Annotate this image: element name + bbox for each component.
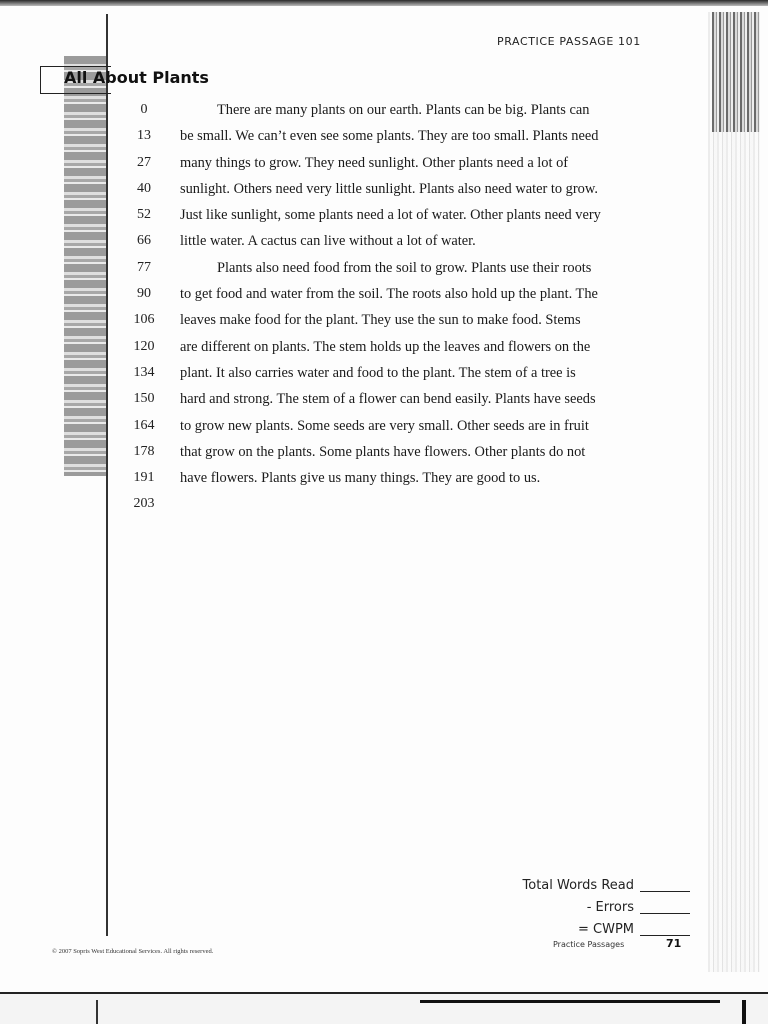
passage-text <box>180 102 680 523</box>
passage-line: sunlight. Others need very little sunlight. Plants also need water to grow. <box>180 180 598 197</box>
passage-line: to grow new plants. Some seeds are very small. Other seeds are in fruit <box>180 417 589 434</box>
word-count: 150 <box>133 391 155 407</box>
word-count: 13 <box>137 128 151 144</box>
passage-line: Plants also need food from the soil to grow. Plants use their roots <box>217 259 592 276</box>
passage-line: be small. We can’t even see some plants. They are too small. Plants need <box>180 128 599 145</box>
passage-line: leaves make food for the plant. They use the sun to make food. Stems <box>180 312 581 329</box>
page-number: 71 <box>666 937 682 950</box>
scan-right-edge <box>708 12 760 972</box>
passage-line: many things to grow. They need sunlight. Other plants need a lot of <box>180 154 569 171</box>
word-count: 134 <box>133 364 155 380</box>
total-words-label: Total Words Read <box>522 877 634 893</box>
total-words-blank <box>640 879 690 892</box>
passage-line: that grow on the plants. Some plants have flowers. Other plants do not <box>180 443 586 460</box>
word-count: 66 <box>137 233 151 249</box>
word-count: 191 <box>133 470 155 486</box>
scoring-block <box>470 874 690 940</box>
passage-line <box>180 496 680 522</box>
errors-blank <box>640 901 690 914</box>
errors-row <box>470 896 690 918</box>
passage-line: have flowers. Plants give us many things. They are good to us. <box>180 470 541 487</box>
word-count: 90 <box>137 286 151 302</box>
word-count-column <box>118 102 170 523</box>
scan-bottom-tick-right <box>742 1000 746 1024</box>
passage-line: to get food and water from the soil. The roots also hold up the plant. The <box>180 286 598 303</box>
word-count: 178 <box>133 443 155 459</box>
scan-top-edge <box>0 0 768 6</box>
word-count: 120 <box>133 338 155 354</box>
word-count: 77 <box>137 259 151 275</box>
cwpm-row <box>470 918 690 940</box>
copyright-notice: © 2007 Sopris West Educational Services. All rights reserved. <box>52 948 214 955</box>
page-title: All About Plants <box>64 68 209 87</box>
errors-label: - Errors <box>586 899 634 915</box>
total-words-row <box>470 874 690 896</box>
cwpm-label: = CWPM <box>577 921 634 937</box>
scan-right-edge-dark <box>712 12 760 132</box>
scan-bottom-edge <box>0 992 768 1024</box>
scan-binding-tabs <box>64 56 108 476</box>
passage-line: little water. A cactus can live without a lot of water. <box>180 233 476 250</box>
word-count: 203 <box>133 496 155 512</box>
word-count: 27 <box>137 154 151 170</box>
margin-rule <box>106 14 108 936</box>
scan-bottom-tick <box>96 1000 98 1024</box>
word-count: 106 <box>133 312 155 328</box>
passage-line: Just like sunlight, some plants need a lot of water. Other plants need very <box>180 207 601 224</box>
scan-bottom-line <box>420 1000 720 1003</box>
passage-line: plant. It also carries water and food to the plant. The stem of a tree is <box>180 364 576 381</box>
cwpm-blank <box>640 923 690 936</box>
word-count: 52 <box>137 207 151 223</box>
passage-label: PRACTICE PASSAGE 101 <box>497 35 641 48</box>
passage-line: are different on plants. The stem holds up the leaves and flowers on the <box>180 338 591 355</box>
passage-line: hard and strong. The stem of a flower can bend easily. Plants have seeds <box>180 391 596 408</box>
word-count: 0 <box>140 102 148 117</box>
section-label: Practice Passages <box>553 940 625 949</box>
word-count: 40 <box>137 180 151 196</box>
word-count: 164 <box>133 417 155 433</box>
passage-line: There are many plants on our earth. Plants can be big. Plants can <box>217 102 590 118</box>
